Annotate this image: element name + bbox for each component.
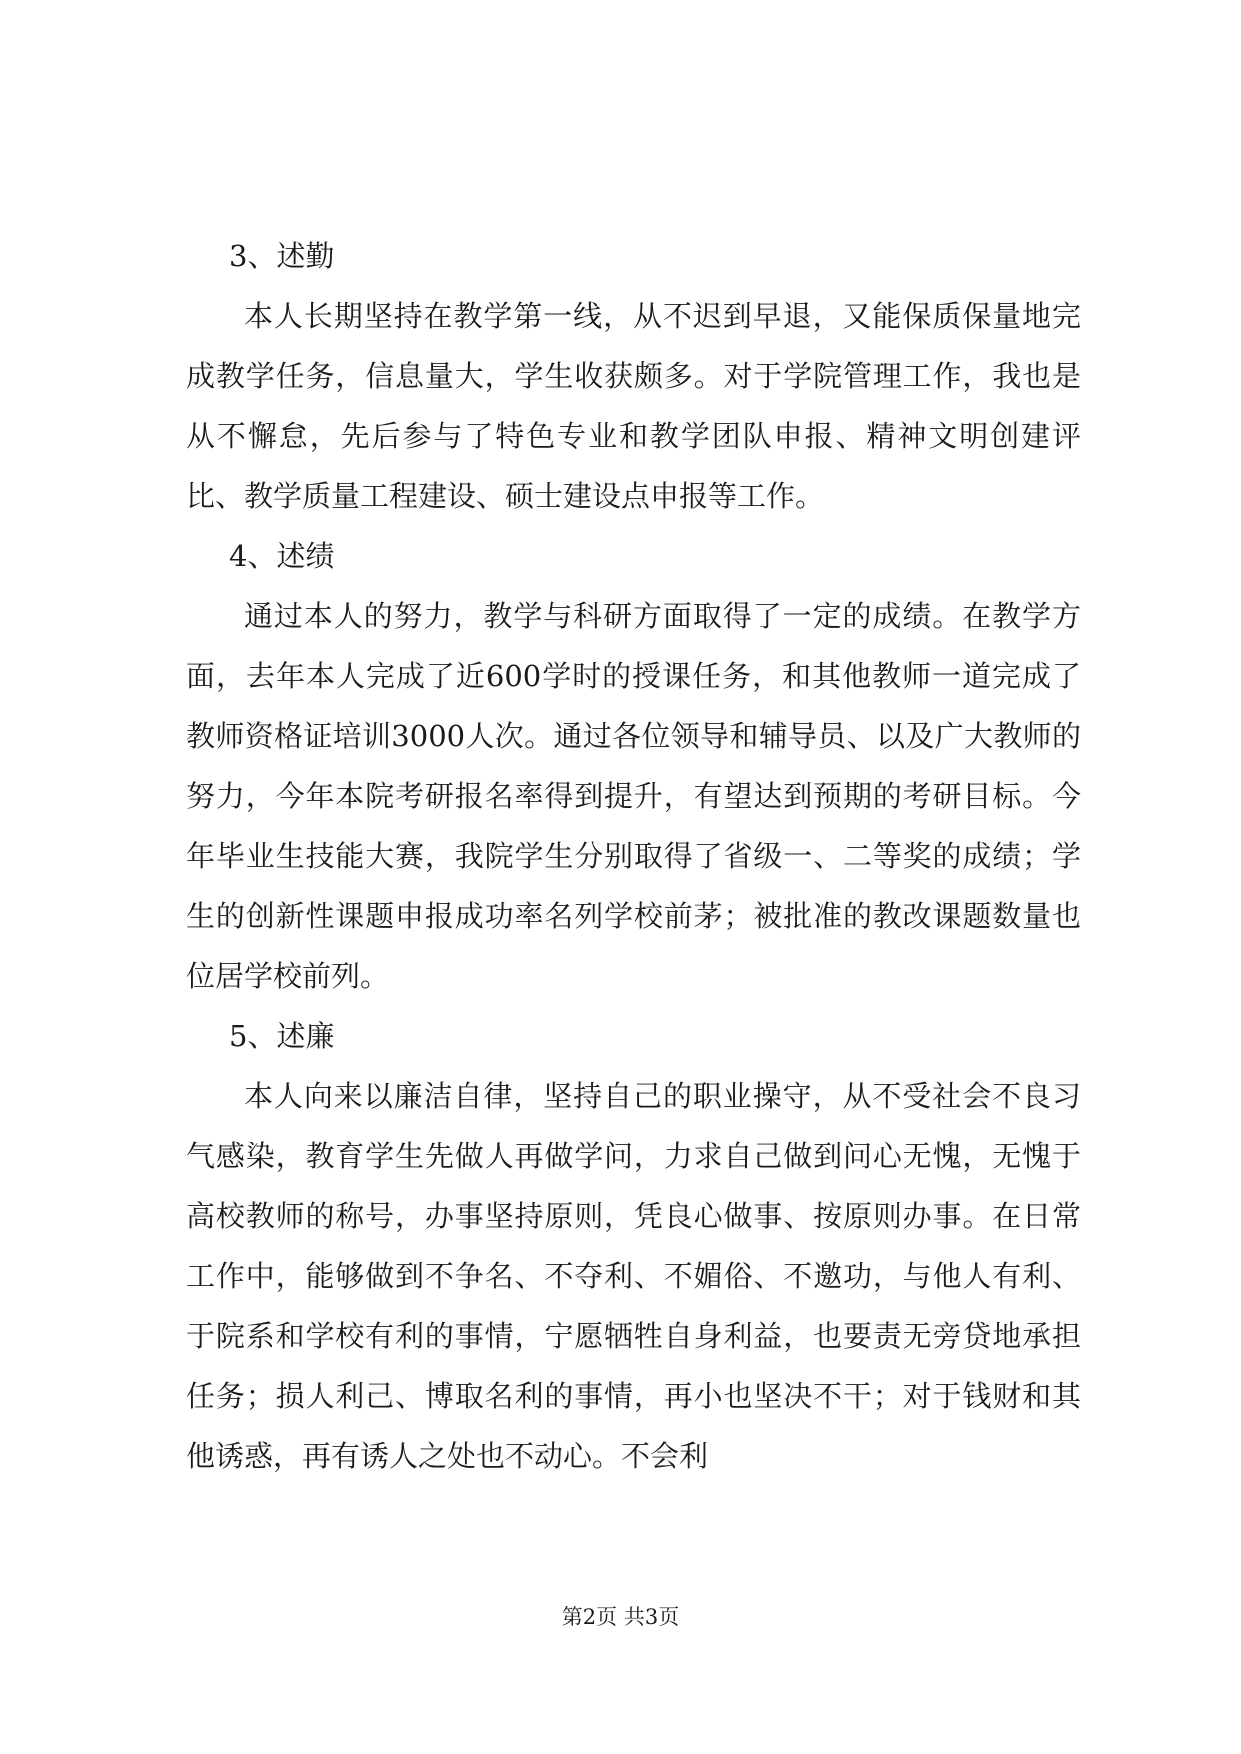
section-paragraph-5: 本人向来以廉洁自律，坚持自己的职业操守，从不受社会不良习气感染，教育学生先做人再做学问，力求自己做到问心无愧，无愧于高校教师的称号，办事坚持原则，凭良心做事、按原则办事。在日常工作中，能够做到不争名、不夺利、不媚俗、不邀功，与他人有利、于院系和学校有利的事情，宁愿牺牲自身利益，也要责无旁贷地承担任务；损人利己、博取名利的事情，再小也坚决不干；对于钱财和其他诱惑，再有诱人之处也不动心。不会利 bbox=[186, 1079, 1081, 1473]
section-paragraph-3: 本人长期坚持在教学第一线，从不迟到早退，又能保质保量地完成教学任务，信息量大，学生收获颇多。对于学院管理工作，我也是从不懈怠，先后参与了特色专业和教学团队申报、精神文明创建评比、教学质量工程建设、硕士建设点申报等工作。 bbox=[186, 299, 1081, 513]
section-heading-3: 3、述勤 bbox=[229, 239, 335, 273]
document-body bbox=[186, 226, 1081, 1486]
section-heading-4: 4、述绩 bbox=[229, 539, 335, 573]
section-heading-5: 5、述廉 bbox=[229, 1019, 335, 1053]
section-paragraph-4: 通过本人的努力，教学与科研方面取得了一定的成绩。在教学方面，去年本人完成了近600学时的授课任务，和其他教师一道完成了教师资格证培训3000人次。通过各位领导和辅导员、以及广大教师的努力，今年本院考研报名率得到提升，有望达到预期的考研目标。今年毕业生技能大赛，我院学生分别取得了省级一、二等奖的成绩；学生的创新性课题申报成功率名列学校前茅；被批准的教改课题数量也位居学校前列。 bbox=[186, 599, 1081, 993]
page-number-footer: 第2页 共3页 bbox=[561, 1605, 680, 1629]
